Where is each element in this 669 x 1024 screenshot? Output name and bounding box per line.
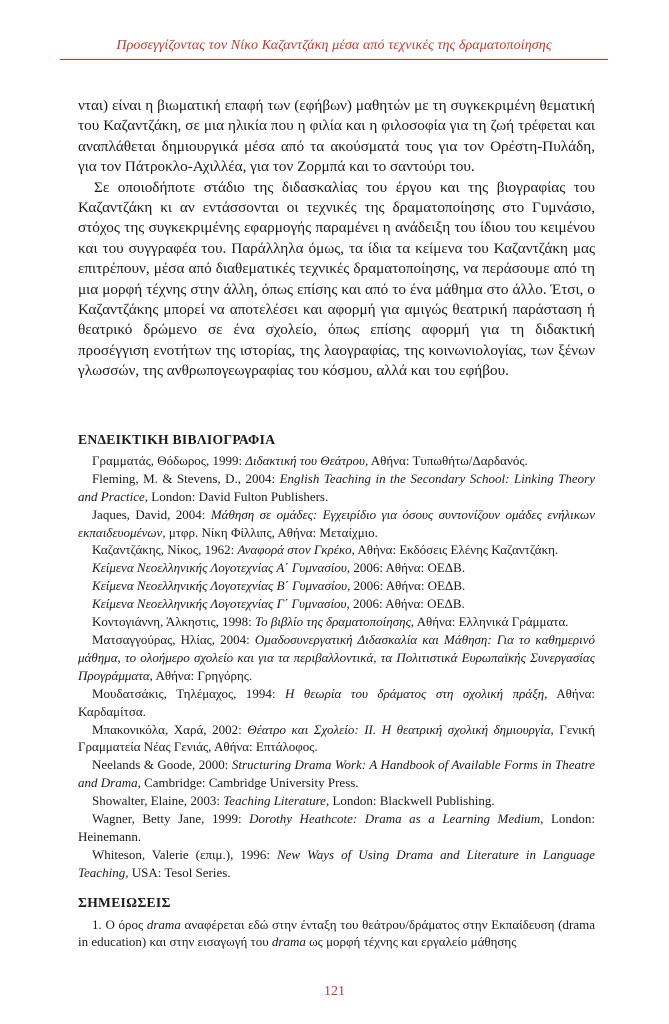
entry-author: Καζαντζάκης, Νίκος, 1962: <box>92 542 238 558</box>
entry-author: Wagner, Betty Jane, 1999: <box>92 811 250 827</box>
entry-publisher: , Αθήνα: Εκδόσεις Ελένης Καζαντζάκη. <box>351 542 559 558</box>
note-term: drama <box>146 916 181 932</box>
note-text: 1. Ο όρος <box>92 916 147 932</box>
entry-publisher: , Αθήνα: Ελληνικά Γράμματα. <box>410 614 569 630</box>
note-term: drama <box>271 934 306 950</box>
entry-title: Το βιβλίο της δραματοποίησης <box>255 614 411 630</box>
entry-title: Dorothy Heathcote: Drama as a Learning Medium <box>249 811 541 827</box>
bibliography-entry <box>78 595 595 613</box>
bibliography-entry <box>78 846 595 882</box>
entry-author: Fleming, M. & Stevens, D., 2004: <box>92 470 280 486</box>
entry-publisher: , 2006: Αθήνα: ΟΕΔΒ. <box>346 560 466 576</box>
entry-author: Whiteson, Valerie (επιμ.), 1996: <box>92 846 277 862</box>
entry-title: English Teaching in the Secondary School: Linking Theory and Practice <box>78 470 595 504</box>
running-header: Προσεγγίζοντας τον Νίκο Καζαντζάκη μέσα από τεχνικές της δραματοποίησης <box>116 38 552 53</box>
entry-publisher: , Αθήνα: Γρηγόρης. <box>149 667 253 683</box>
footnote <box>78 916 595 952</box>
entry-author: Neelands & Goode, 2000: <box>92 757 232 773</box>
entry-title: Διδακτική του Θεάτρου <box>245 452 365 468</box>
bibliography-entry <box>78 470 595 506</box>
bibliography-entry <box>78 792 595 810</box>
entry-title: Κείμενα Νεοελληνικής Λογοτεχνίας Β΄ Γυμνασίου <box>92 578 348 594</box>
entry-author: Κοντογιάννη, Άλκηστις, 1998: <box>92 614 256 630</box>
header-rule <box>60 59 608 60</box>
entry-publisher: , USA: Tesol Series. <box>125 864 231 880</box>
entry-publisher: , London: David Fulton Publishers. <box>144 488 329 504</box>
notes-heading: ΣΗΜΕΙΩΣΕΙΣ <box>78 894 171 910</box>
bibliography-entry <box>78 685 595 721</box>
entry-publisher: , μτφρ. Νίκη Φίλλιπς, Αθήνα: Μεταίχμιο. <box>162 524 378 540</box>
note-text: αναφέρεται εδώ στην ένταξη του θεάτρου/δράματος στην Εκπαίδευση (drama in education) και στην εισαγωγή του <box>78 916 595 950</box>
entry-publisher: , London: Blackwell Publishing. <box>325 793 495 809</box>
bibliography-entry <box>78 452 595 470</box>
entry-title: Teaching Literature <box>223 793 326 809</box>
bibliography-entry <box>78 810 595 846</box>
bibliography-section <box>78 431 595 951</box>
bibliography-entry <box>78 577 595 595</box>
entry-title: Αναφορά στον Γκρέκο <box>237 542 352 558</box>
entry-title: Μάθηση σε ομάδες: Εγχειρίδιο για όσους συντονίζουν ομάδες ενήλικων εκπαιδευομένων <box>78 506 595 540</box>
bibliography-entry <box>78 721 595 757</box>
body-paragraph: Σε οποιοδήποτε στάδιο της διδασκαλίας του έργου και της βιογραφίας του Καζαντζάκη κι αν εντάσσονται οι τεχνικές της δραματοποίησης στο Γυμνάσιο, στόχος της συγκεκριμένης εφαρμογής παραμένει η ανάδειξη του ίδιου του κειμένου και του συγγραφέα του. Παράλληλα όμως, τα ίδια τα κείμενα του Καζαντζάκη μας επιτρέπουν, μέσα από διαθεματικές τεχνικές δραματοποίησης, να περάσουμε από τη μια μορφή τέχνης στην άλλη, όπως επίσης και από το ένα μάθημα στο άλλο. Έτσι, ο Καζαντζάκης μπορεί να αποτελέσει και αφορμή για αμιγώς θεατρική παράσταση ή θεατρικό δρώμενο σε ένα σχολείο, όπως επίσης αφορμή για τη διδακτική προσέγγιση ενοτήτων της ιστορίας, της λαογραφίας, της κοινωνιολογίας, των ξένων γλωσσών, της ανθρωπογεωγραφίας του κόσμου, αλλά και του εφήβου. <box>78 178 595 380</box>
entry-publisher: , Αθήνα: Τυπωθήτω/Δαρδανός. <box>364 452 528 468</box>
entry-publisher: , Αθήνα: Καρδαμίτσα. <box>78 685 595 719</box>
bibliography-entry <box>78 559 595 577</box>
entry-title: Structuring Drama Work: A Handbook of Available Forms in Theatre and Drama <box>78 757 595 791</box>
bibliography-entry <box>78 631 595 685</box>
entry-publisher: , Γενική Γραμματεία Νέας Γενιάς, Αθήνα: Επτάλοφος. <box>78 721 595 755</box>
entry-author: Μουδατσάκις, Τηλέμαχος, 1994: <box>92 685 286 701</box>
entry-author: Jaques, David, 2004: <box>92 506 211 522</box>
page-number: 121 <box>324 984 345 999</box>
entry-publisher: , 2006: Αθήνα: ΟΕΔΒ. <box>347 578 466 594</box>
body-text <box>78 96 595 382</box>
entry-title: New Ways of Using Drama and Literature in Language Teaching <box>78 846 595 880</box>
entry-author: Showalter, Elaine, 2003: <box>92 793 224 809</box>
entry-publisher: , 2006: Αθήνα: ΟΕΔΒ. <box>346 596 465 612</box>
entry-publisher: , London: Heinemann. <box>78 811 596 844</box>
bibliography-entry <box>78 613 595 631</box>
note-text: ως μορφή τέχνης και εργαλείο μάθησης <box>305 934 517 950</box>
entry-title: Ομαδοσυνεργατική Διδασκαλία και Μάθηση: Για το καθημερινό μάθημα, το ολοήμερο σχολείο και για τα περιβαλλοντικά, τα Πολιτιστικά Ευρωπαϊκής Συνεργασίας Προγράμματα <box>78 631 595 683</box>
entry-title: Κείμενα Νεοελληνικής Λογοτεχνίας Γ΄ Γυμνασίου <box>92 596 347 612</box>
entry-author: Ματσαγγούρας, Ηλίας, 2004: <box>92 631 255 647</box>
entry-publisher: , Cambridge: Cambridge University Press. <box>137 775 359 791</box>
entry-author: Μπακονικόλα, Χαρά, 2002: <box>92 721 248 737</box>
entry-title: Θέατρο και Σχολείο: ΙΙ. Η θεατρική σχολική δημιουργία <box>247 721 551 737</box>
entry-title: Η θεωρία του δράματος στη σχολική πράξη <box>285 685 545 701</box>
entry-author: Γραμματάς, Θόδωρος, 1999: <box>92 452 246 468</box>
bibliography-entry <box>78 541 595 559</box>
bibliography-heading: ΕΝΔΕΙΚΤΙΚΗ ΒΙΒΛΙΟΓΡΑΦΙΑ <box>78 432 276 447</box>
bibliography-entry <box>78 506 595 542</box>
bibliography-entry <box>78 756 595 792</box>
entry-title: Κείμενα Νεοελληνικής Λογοτεχνίας Α΄ Γυμνασίου <box>92 560 347 576</box>
body-paragraph: νται) είναι η βιωματική επαφή των (εφήβων) μαθητών με τη συγκεκριμένη θεματική του Καζαντζάκη, σε μια ηλικία που η φιλία και η φιλοσοφία για τη ζωή τρέφεται και αναπλάθεται δημιουργικά μέσα από τα ακούσματά τους για τον Ορέστη-Πυλάδη, για τον Πάτροκλο-Αχιλλέα, για τον Ζορμπά και το σαντούρι του. <box>78 97 595 176</box>
